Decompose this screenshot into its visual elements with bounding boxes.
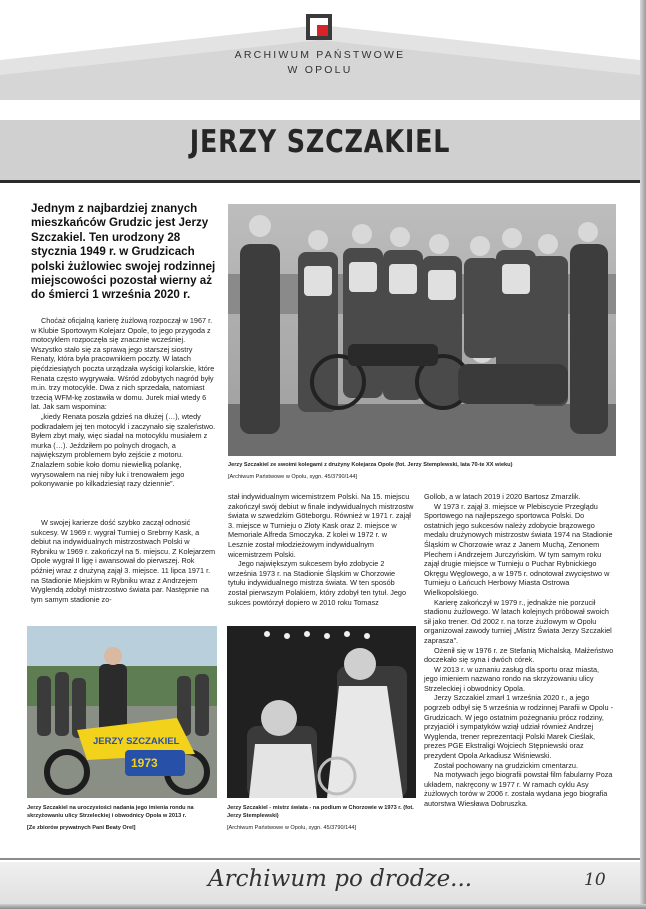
ceremony-photo-caption-text: Jerzy Szczakiel na uroczystości nadania jego imienia rondu na skrzyżowaniu ulicy Strzeleckiej i obwodnicy Opola w 2013 r. bbox=[27, 805, 194, 819]
team-photo-caption bbox=[228, 462, 618, 470]
paragraph: Karierę zakończył w 1979 r., jednakże nie porzucił stadionu żużlowego. W latach kolejnych próbował swoich sił jako trener. Od 2002 r. na torze żużlowym w Opolu organizował zawody turniej „Mistrz Świata Jerzy Szczakiel zaprasza”. bbox=[424, 597, 612, 645]
ceremony-photo-caption bbox=[27, 805, 219, 820]
paragraph: Ożenił się w 1976 r. ze Stefanią Michalską. Małżeństwo doczekało się syna i dwóch córek. bbox=[424, 645, 614, 665]
podium-photo-image bbox=[227, 626, 416, 798]
paragraph: Choćaż oficjalną karierę żużlową rozpoczął w 1967 r. w Klubie Sportowym Kolejarz Opole, to jego przygoda z motocyklem rozpoczęła się znacznie wcześniej. Wszystko stało się za sprawą jego starszej siostry Renaty, która była pracownikiem poczty. W latach pięćdziesiątych poczta urządzała wyścigi kolarskie, które Renata często wygrywała. Wśród zdobytych nagród były m.in. trzy motocykle. Dwa z nich sprzedała, natomiast trzecią WFM-kę zostawiła w domu. Jurek miał wtedy 6 lat. Jak sam wspomina: bbox=[31, 316, 215, 412]
team-photo-image bbox=[228, 204, 616, 456]
org-name-line2: W OPOLU bbox=[287, 64, 353, 76]
page-number: 10 bbox=[584, 870, 606, 890]
paragraph: W 1973 r. zajął 3. miejsce w Plebiscycie Przeglądu Sportowego na najlepszego sportowca Polski. Do ostatnich jego sukcesów należy zdobycie brązowego medalu drużynowych mistrzostw świata 1974 na Stadionie Śląskim w Chorzowie wraz z Janem Muchą, Zenonem Plechem i Andrzejem Jurczyńskim. W tym samym roku zajął drugie miejsce w Turnieju o Puchar Rybnickiego Okręgu Węglowego, a w 1975 r. odnotował zwycięstwo w Turnieju o Łańcuch Herbowy Miasta Ostrowa Wielkopolskiego. bbox=[424, 501, 613, 597]
column-1-top bbox=[31, 316, 217, 489]
bike-name-text: JERZY SZCZAKIEL bbox=[93, 736, 180, 747]
team-photo bbox=[228, 204, 616, 456]
bike-year-text: 1973 bbox=[131, 756, 158, 770]
ceremony-photo-image bbox=[27, 626, 217, 798]
column-3 bbox=[424, 492, 614, 809]
ceremony-photo bbox=[27, 626, 217, 798]
column-1-bottom bbox=[31, 518, 217, 604]
page-bottom-shadow bbox=[0, 904, 646, 909]
paragraph: stał indywidualnym wicemistrzem Polski. Na 15. miejscu zakończył swój debiut w finale indywidualnych mistrzostw świata w szwedzkim Göteborgu. Również w 1971 r. zajął 3. miejsce w Turnieju o Złoty Kask oraz 2. miejsce w Memoriale Alfreda Smoczyka. Z kolei w 1972 r. w Lesznie został młodzieżowym indywidualnym wicemistrzem Polski. bbox=[228, 492, 414, 559]
podium-photo-caption-text: Jerzy Szczakiel - mistrz świata - na podium w Chorzowie w 1973 r. (fot. Jerzy Stemplewski) bbox=[227, 805, 414, 819]
paragraph: Gollob, a w latach 2019 i 2020 Bartosz Zmarzlik. bbox=[424, 492, 581, 501]
page-title: JERZY SZCZAKIEL bbox=[189, 124, 451, 160]
page-header bbox=[0, 0, 640, 130]
paragraph: W swojej karierze dość szybko zaczął odnosić sukcesy. W 1969 r. wygrał Turniej o Srebrny Kask, a debiut na indywidualnych mistrzostwach Polski w Rybniku w 1969 r. zakończył na 5. miejscu. Z Kolejarzem Opole wygrał II ligę i awansował do pierwszej. Rok później wraz z drużyną zajął 3. miejsce. 11 lipca 1971 r. na Stadionie Miejskim w Rybniku wraz z Andrzejem Wyglendą zdobył mistrzostwo świata par. Następnie na tym samym stadionie zo- bbox=[31, 518, 216, 604]
paragraph: Został pochowany na grudzickim cmentarzu. bbox=[434, 760, 578, 770]
org-name-line1: ARCHIWUM PAŃSTWOWE bbox=[234, 49, 406, 61]
paragraph: Jego największym sukcesem było zdobycie 2 września 1973 r. na Stadionie Śląskim w Chorzowie tytułu indywidualnego mistrza świata. W ten sposób został pierwszym Polakiem, który zdobył ten tytuł. Jego sukces powtórzył dopiero w 2010 roku Tomasz bbox=[228, 559, 407, 607]
podium-photo-source: [Archiwum Państwowe w Opolu, sygn. 45/3790/144] bbox=[227, 825, 357, 831]
column-2 bbox=[228, 492, 414, 607]
quote-paragraph: „kiedy Renata poszła gdzieś na dłużej (…), wtedy podkradałem jej ten motocykl i zaczynało się szaleństwo. Byłem zbyt mały, więc siadał na motocyklu musiałem z murka (…). Jeździłem po polnych drogach, a największym problemem było zejście z motoru. Znalazłem sobie koło domu niewielką polankę, wyrysowałem na niej niby łuk i trenowałem jego pokonywanie po kilkadziesiąt razy dziennie”. bbox=[31, 411, 216, 489]
page-edge-shadow bbox=[640, 0, 646, 909]
lead-paragraph: Jednym z najbardziej znanych mieszkańców Grudzic jest Jerzy Szczakiel. Ten urodzony 28 stycznia 1949 r. w Grudzicach polski żużlowiec swojej rodzinnej miejscowości pozostał wierny aż do śmierci 1 września 2020 r. bbox=[31, 202, 216, 302]
ceremony-photo-source: [Ze zbiorów prywatnych Pani Beaty Orel] bbox=[27, 825, 136, 831]
paragraph: Jerzy Szczakiel zmarł 1 września 2020 r., a jego pogrzeb odbył się 5 września w rodzinnej Parafii w Opolu - Grudzicach. W jego ostatnim pożegnaniu prócz rodziny, przyjaciół i sympatyków wziął udział również Andrzej Wyglenda, trener reprezentacji Polski Marek Cieślak, prezes PGE Ekstraligi Wojciech Stępniewski oraz prezydent Opola Arkadiusz Wiśniewski. bbox=[424, 693, 613, 761]
footer-series-title: Archiwum po drodze... bbox=[208, 866, 473, 892]
footer-divider bbox=[0, 858, 640, 860]
archive-logo-icon bbox=[306, 14, 332, 40]
paragraph: Na motywach jego biografii powstał film fabularny Poza układem, nakręcony w 1977 r. W ramach cyklu Asy żużlowych torów w 2006 r. została wydana jego biografia autorstwa Wiesława Dobruszka. bbox=[424, 770, 613, 808]
podium-photo bbox=[227, 626, 416, 798]
team-photo-source: [Archiwum Państwowe w Opolu, sygn. 45/3790/144] bbox=[228, 474, 358, 480]
title-divider bbox=[0, 180, 640, 183]
team-photo-caption-text: Jerzy Szczakiel ze swoimi kolegami z drużyny Kolejarza Opole (fot. Jerzy Stemplewski, lata 70-te XX wieku) bbox=[228, 462, 513, 468]
paragraph: W 2013 r. w uznaniu zasług dla sportu oraz miasta, jego imieniem nazwano rondo na skrzyżowaniu ulicy Strzeleckiej i obwodnicy Opola. bbox=[424, 664, 600, 693]
podium-photo-caption bbox=[227, 805, 417, 820]
